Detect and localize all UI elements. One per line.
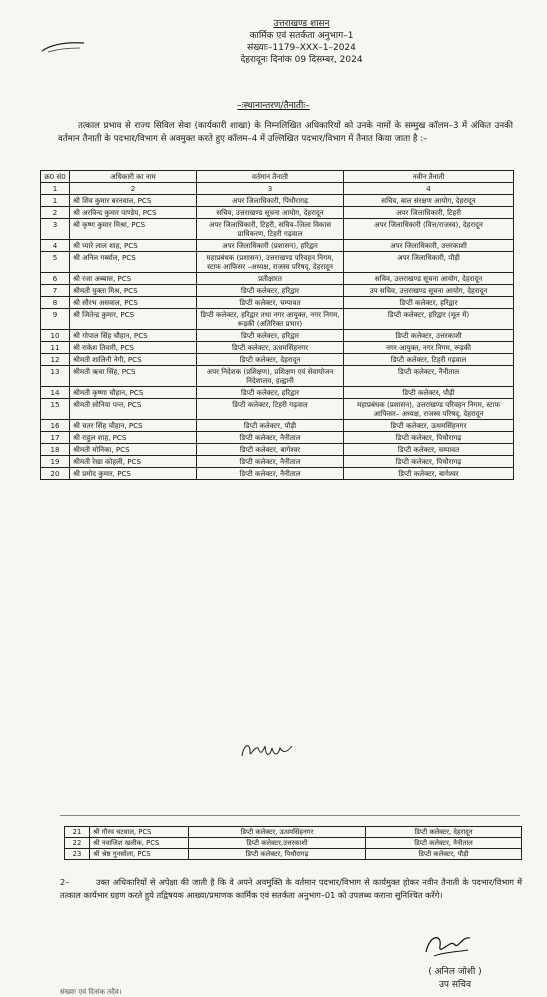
cell-new-posting: सचिव, बाल संरक्षण आयोग, देहरादून <box>344 195 514 207</box>
cell-name: श्री श्रेष्ठ गुनसोला, PCS <box>90 849 189 860</box>
cell-new-posting: अपर जिलाधिकारी, उत्तरकाशी <box>344 240 514 252</box>
cell-name: श्री गौरव चटवाल, PCS <box>90 827 189 838</box>
instruction-paragraph <box>60 876 522 902</box>
table-row <box>41 330 514 342</box>
table-row <box>41 432 514 444</box>
cell-name: श्री अनिल गर्ब्याल, PCS <box>70 252 197 273</box>
col-header-new: नवीन तैनाती <box>344 171 514 183</box>
cell-sn: 3 <box>41 219 70 240</box>
cell-current-posting: डिप्टी कलेक्टर, नैनीताल <box>197 456 344 468</box>
cell-sn: 15 <box>41 399 70 420</box>
cell-current-posting: महाप्रबंधक (प्रशासन), उत्तराखण्ड परिवहन निगम, स्टाफ आफिसर –अध्यक्ष, राजस्व परिषद्, देहरादून <box>197 252 344 273</box>
cell-current-posting: डिप्टी कलेक्टर, हरिद्वार तथा नगर आयुक्त, नगर निगम, रूड़की (अतिरिक्त प्रभार) <box>197 309 344 330</box>
intro-paragraph: तत्काल प्रभाव से राज्य सिविल सेवा (कार्यकारी शाखा) के निम्नलिखित अधिकारियों को उनके नामों के सम्मुख कॉलम–3 में अंकित उनकी वर्तमान तैनाती के पदभार/विभाग से अवमुक्त करते हुए कॉलम–4 में उल्लिखित पदभार/विभाग में तैनात किया जाता है :– <box>58 121 513 145</box>
table-row <box>41 207 514 219</box>
cell-new-posting: अपर जिलाधिकारी, पौड़ी <box>344 252 514 273</box>
cell-sn: 7 <box>41 285 70 297</box>
cell-sn: 4 <box>41 240 70 252</box>
header-block <box>0 18 547 66</box>
header-number: संख्याः–1179–XXX–1–2024 <box>247 43 356 53</box>
table-row <box>41 309 514 330</box>
cell-name: श्रीमती कृष्णा चौहान, PCS <box>70 387 197 399</box>
table-row <box>41 342 514 354</box>
cell-current-posting: डिप्टी कलेक्टर, नैनीताल <box>197 432 344 444</box>
cell-new-posting: अपर जिलाधिकारी, टिहरी <box>344 207 514 219</box>
subject-line: –ःस्थानान्तरण/तैनातीः– <box>237 101 310 111</box>
col-header-name: अधिकारी का नाम <box>70 171 197 183</box>
cell-name: श्री नवाजिश खलीक, PCS <box>90 838 189 849</box>
cell-name: श्री राकेश तिवारी, PCS <box>70 342 197 354</box>
cell-current-posting: अपर जिलाधिकारी, पिथौरागढ़ <box>197 195 344 207</box>
cell-sn: 18 <box>41 444 70 456</box>
cell-new-posting: डिप्टी कलेक्टर, नैनीताल <box>344 366 514 387</box>
cell-sn: 11 <box>41 342 70 354</box>
cell-name: श्री सौरभ असवाल, PCS <box>70 297 197 309</box>
cell-new-posting: अपर जिलाधिकारी (वित्त/राजस्व), देहरादून <box>344 219 514 240</box>
cell-name: श्री रजा अब्बास, PCS <box>70 273 197 285</box>
cell-current-posting: डिप्टी कलेक्टर, देहरादून <box>197 354 344 366</box>
page-separator <box>60 815 520 816</box>
table-row <box>41 285 514 297</box>
table-row <box>41 354 514 366</box>
table-row <box>41 456 514 468</box>
initials-signature <box>238 738 298 764</box>
cell-new-posting: डिप्टी कलेक्टर, पौड़ी <box>344 387 514 399</box>
cell-new-posting: डिप्टी कलेक्टर, पौड़ी <box>366 849 522 860</box>
table-row <box>41 399 514 420</box>
signature <box>420 930 476 960</box>
colnum-1: 1 <box>41 183 70 195</box>
cell-name: श्री राहुल शाह, PCS <box>70 432 197 444</box>
cell-current-posting: अपर जिलाधिकारी (प्रशासन), हरिद्वार <box>197 240 344 252</box>
cell-new-posting: डिप्टी कलेक्टर, नैनीताल <box>366 838 522 849</box>
cell-current-posting: अपर निदेशक (प्रशिक्षण), प्रशिक्षण एवं सेवायोजन निदेशालय, हल्द्वानी <box>197 366 344 387</box>
cell-sn: 19 <box>41 456 70 468</box>
cell-current-posting: डिप्टी कलेक्टर, पौड़ी <box>197 420 344 432</box>
cell-new-posting: डिप्टी कलेक्टर, चम्पावत <box>344 444 514 456</box>
table-row <box>41 444 514 456</box>
cell-sn: 16 <box>41 420 70 432</box>
cell-name: श्री जितेन्द्र कुमार, PCS <box>70 309 197 330</box>
table-row <box>41 468 514 480</box>
cell-current-posting: डिप्टी कलेक्टर, हरिद्वार <box>197 387 344 399</box>
cell-sn: 6 <box>41 273 70 285</box>
cell-current-posting: डिप्टी कलेक्टर,उत्तरकाशी <box>189 838 366 849</box>
table-row <box>41 195 514 207</box>
transfer-table-body <box>41 195 514 480</box>
transfer-table-continued-body <box>65 827 522 860</box>
cell-new-posting: डिप्टी कलेक्टर, पिथौरागढ़ <box>344 456 514 468</box>
signer-block <box>400 966 510 992</box>
cell-new-posting: डिप्टी कलेक्टर, उत्तरकाशी <box>344 330 514 342</box>
cell-sn: 22 <box>65 838 90 849</box>
cell-new-posting: उप सचिव, उत्तराखण्ड सूचना आयोग, देहरादून <box>344 285 514 297</box>
table-row <box>41 420 514 432</box>
colnum-3: 3 <box>197 183 344 195</box>
cell-name: श्री प्रमोद कुमार, PCS <box>70 468 197 480</box>
column-number-row <box>41 183 514 195</box>
cell-name: श्री अरविन्द कुमार पाण्डेय, PCS <box>70 207 197 219</box>
footer-reference: संख्याः एवं दिनांक तदैव। <box>60 988 122 996</box>
header-date: देहरादूनः दिनांक 09 दिसम्बर, 2024 <box>240 55 363 65</box>
cell-name: श्री चतर सिंह चौहान, PCS <box>70 420 197 432</box>
table-row <box>41 297 514 309</box>
cell-sn: 13 <box>41 366 70 387</box>
table-row <box>41 252 514 273</box>
header-department: कार्मिक एवं सतर्कता अनुभाग–1 <box>249 31 354 41</box>
cell-new-posting: डिप्टी कलेक्टर, हरिद्वार <box>344 297 514 309</box>
cell-new-posting: डिप्टी कलेक्टर, ऊधमसिंहनगर <box>344 420 514 432</box>
cell-new-posting: डिप्टी कलेक्टर, हरिद्वार (मूल में) <box>344 309 514 330</box>
cell-sn: 23 <box>65 849 90 860</box>
cell-current-posting: डिप्टी कलेक्टर, चम्पावत <box>197 297 344 309</box>
cell-name: श्रीमती मोनिका, PCS <box>70 444 197 456</box>
cell-name: श्रीमती रेखा कोहली, PCS <box>70 456 197 468</box>
table-header-row <box>41 171 514 183</box>
table-row <box>41 387 514 399</box>
cell-sn: 8 <box>41 297 70 309</box>
cell-new-posting: सचिव, उत्तराखण्ड सूचना आयोग, देहरादून <box>344 273 514 285</box>
cell-name: श्रीमती सोनिया पन्त, PCS <box>70 399 197 420</box>
cell-current-posting: सचिव, उत्तराखण्ड सूचना आयोग, देहरादून <box>197 207 344 219</box>
transfer-table-continued <box>64 826 522 860</box>
cell-name: श्री गोपाल सिंह चौहान, PCS <box>70 330 197 342</box>
cell-current-posting: प्रतीक्षारत <box>197 273 344 285</box>
table-row <box>41 240 514 252</box>
colnum-2: 2 <box>70 183 197 195</box>
cell-sn: 10 <box>41 330 70 342</box>
cell-current-posting: डिप्टी कलेक्टर, टिहरी गढ़वाल <box>197 399 344 420</box>
table-row <box>41 273 514 285</box>
cell-name: श्रीमती शालिनी नेगी, PCS <box>70 354 197 366</box>
col-header-sn: क्र0 सं0 <box>41 171 70 183</box>
cell-current-posting: डिप्टी कलेक्टर, बागेश्वर <box>197 444 344 456</box>
colnum-4: 4 <box>344 183 514 195</box>
cell-sn: 1 <box>41 195 70 207</box>
table-row <box>65 849 522 860</box>
signer-designation: उप सचिव <box>438 980 472 990</box>
table-row <box>65 827 522 838</box>
cell-new-posting: महाप्रबंधक (प्रशासन), उत्तराखण्ड परिवहन निगम, स्टाफ आफिसर– अध्यक्ष, राजस्व परिषद्, देहरादून <box>344 399 514 420</box>
col-header-current: वर्तमान तैनाती <box>197 171 344 183</box>
cell-current-posting: डिप्टी कलेक्टर, हरिद्वार <box>197 285 344 297</box>
signer-name: ( अनिल जोशी ) <box>428 967 482 977</box>
cell-sn: 20 <box>41 468 70 480</box>
cell-new-posting: डिप्टी कलेक्टर, पिथौरागढ़ <box>344 432 514 444</box>
table-row <box>41 219 514 240</box>
cell-new-posting: नगर आयुक्त, नगर निगम, रूड़की <box>344 342 514 354</box>
cell-sn: 14 <box>41 387 70 399</box>
paragraph-text: उक्त अधिकारियों से अपेक्षा की जाती है कि वे अपने अवमुक्ति के वर्तमान पदभार/विभाग से कार्यमुक्त होकर नवीन तैनाती के पदभार/विभाग में तत्काल कार्यभार ग्रहण करते हुये तद्विषयक आख्या/प्रमाणक कार्मिक एवं सतर्कता अनुभाग–01 को उपलब्ध कराना सुनिश्चित करेंगे। <box>60 877 522 900</box>
paragraph-number: 2– <box>60 877 70 887</box>
cell-sn: 9 <box>41 309 70 330</box>
cell-current-posting: डिप्टी कलेक्टर, हरिद्वार <box>197 330 344 342</box>
transfer-table <box>40 170 514 480</box>
cell-sn: 12 <box>41 354 70 366</box>
cell-current-posting: डिप्टी कलेक्टर, नैनीताल <box>197 468 344 480</box>
cell-sn: 2 <box>41 207 70 219</box>
cell-new-posting: डिप्टी कलेक्टर, देहरादून <box>366 827 522 838</box>
cell-current-posting: अपर जिलाधिकारी, टिहरी, सचिव–जिला विकास प्राधिकरण, टिहरी गढ़वाल <box>197 219 344 240</box>
cell-name: श्री प्यारे लाल शाह, PCS <box>70 240 197 252</box>
cell-new-posting: डिप्टी कलेक्टर, बागेश्वर <box>344 468 514 480</box>
table-row <box>41 366 514 387</box>
cell-current-posting: डिप्टी कलेक्टर, ऊधमसिंहनगर <box>197 342 344 354</box>
cell-name: श्रीमती ऋचा सिंह, PCS <box>70 366 197 387</box>
header-government: उत्तराखण्ड शासन <box>273 19 330 29</box>
cell-current-posting: डिप्टी कलेक्टर, ऊधमसिंहनगर <box>189 827 366 838</box>
cell-sn: 17 <box>41 432 70 444</box>
cell-sn: 5 <box>41 252 70 273</box>
cell-name: श्री कृष्ण कुमार मिश्रा, PCS <box>70 219 197 240</box>
cell-name: श्रीमती युक्ता मिश्र, PCS <box>70 285 197 297</box>
cell-name: श्री शिव कुमार बरनवाल, PCS <box>70 195 197 207</box>
table-row <box>65 838 522 849</box>
cell-current-posting: डिप्टी कलेक्टर, पिथौरागढ़ <box>189 849 366 860</box>
cell-new-posting: डिप्टी कलेक्टर, टिहरी गढ़वाल <box>344 354 514 366</box>
cell-sn: 21 <box>65 827 90 838</box>
